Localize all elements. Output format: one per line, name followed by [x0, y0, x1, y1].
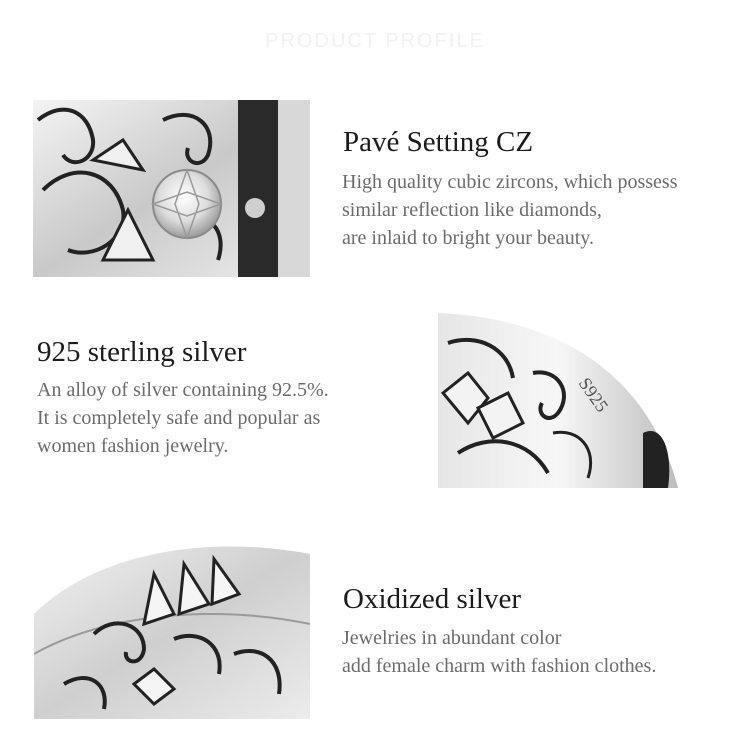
feature-title-sterling-silver: 925 sterling silver — [37, 336, 247, 368]
feature-description-line: High quality cubic zircons, which possess — [342, 171, 678, 193]
feature-description-line: are inlaid to bright your beauty. — [342, 227, 594, 249]
feature-description-oxidized-silver — [342, 624, 656, 680]
feature-description-line: An alloy of silver containing 92.5%. — [37, 379, 329, 401]
product-photo-pave-setting — [33, 100, 310, 277]
sterling-engraving: S925 — [574, 373, 613, 416]
feature-description-line: Jewelries in abundant color — [342, 627, 562, 649]
product-photo-oxidized-silver — [34, 544, 310, 719]
feature-description-line: similar reflection like diamonds, — [342, 199, 602, 221]
feature-description-line: It is completely safe and popular as — [37, 407, 321, 429]
section-header-faded: PRODUCT PROFILE — [265, 30, 485, 52]
feature-title-pave: Pavé Setting CZ — [343, 126, 534, 158]
feature-description-line: add female charm with fashion clothes. — [342, 655, 657, 677]
feature-description-pave — [342, 168, 678, 252]
feature-description-sterling-silver — [37, 376, 329, 460]
product-photo-sterling-silver — [438, 313, 716, 488]
feature-description-line: women fashion jewelry. — [37, 435, 229, 457]
feature-title-oxidized-silver: Oxidized silver — [343, 583, 521, 615]
